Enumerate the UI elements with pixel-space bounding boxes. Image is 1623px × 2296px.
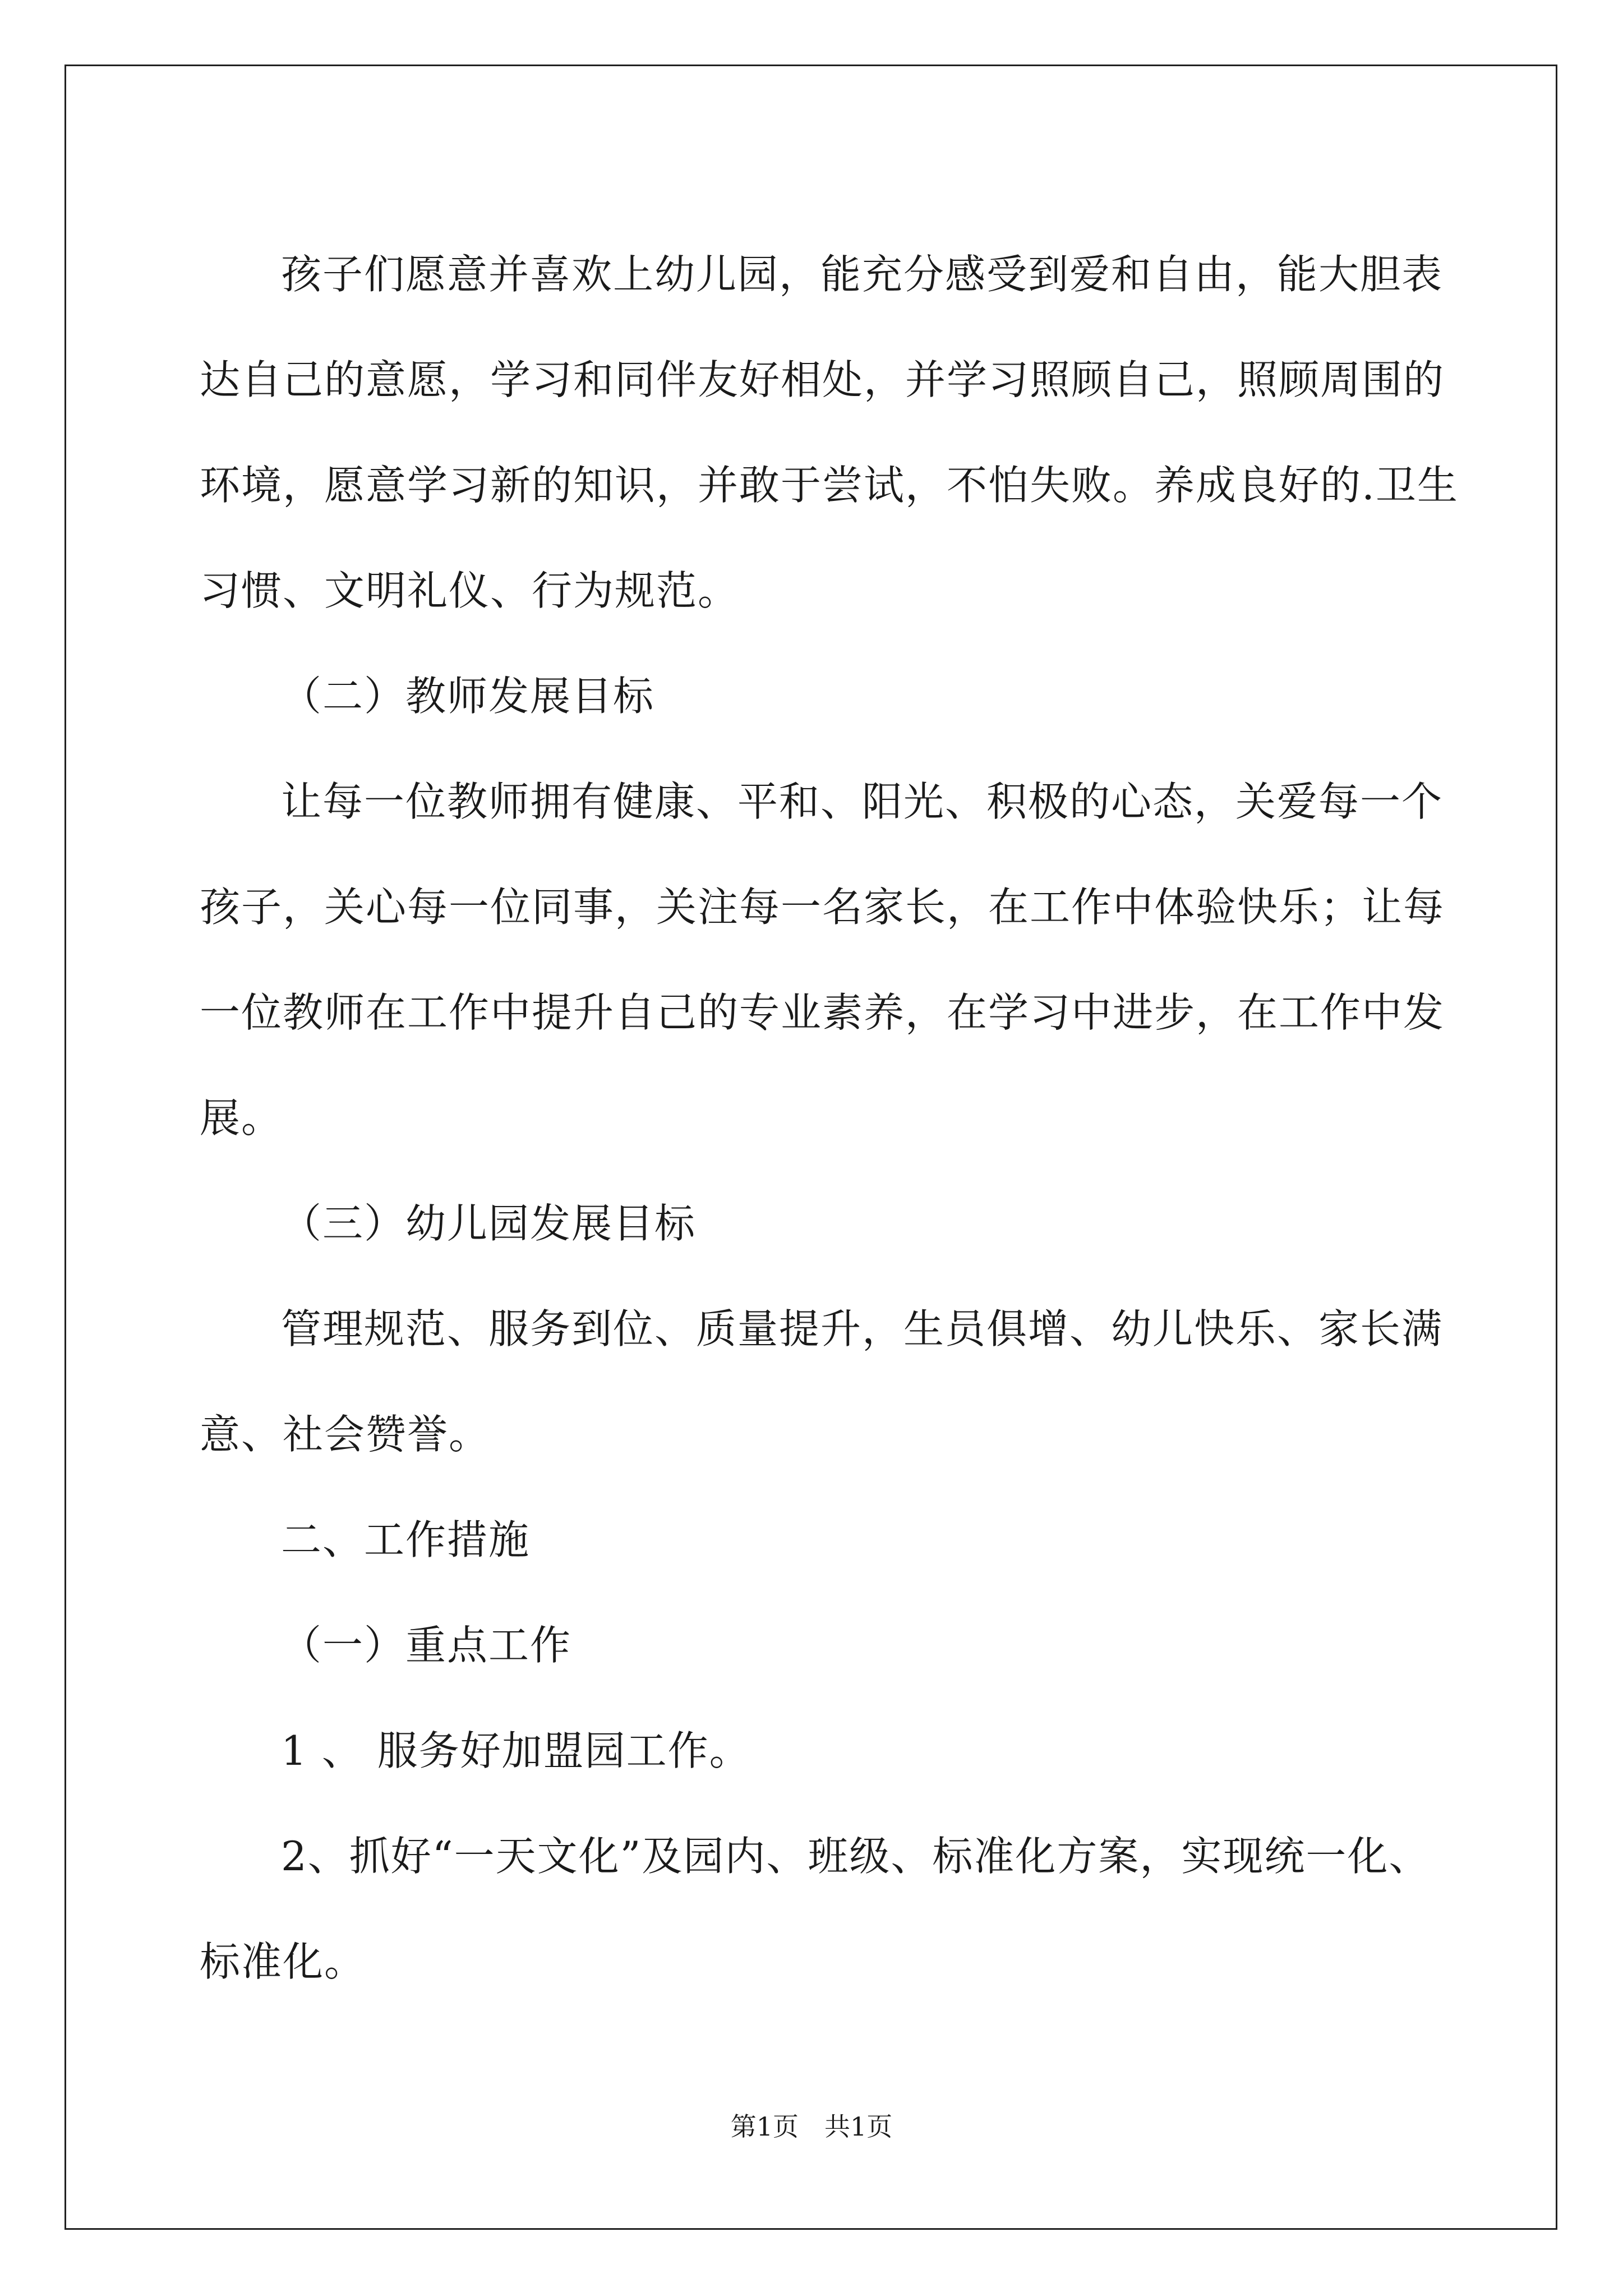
paragraph-line: 让每一位教师拥有健康、平和、阳光、积极的心态，关爱每一个 — [281, 778, 1444, 825]
page-footer: 第1页 共1页 — [730, 2111, 893, 2142]
paragraph-line: 习惯、文明礼仪、行为规范。 — [200, 567, 740, 614]
section-heading: （一）重点工作 — [281, 1622, 572, 1669]
paragraph-line: 一位教师在工作中提升自己的专业素养，在学习中进步，在工作中发 — [200, 989, 1445, 1036]
paragraph-line: 达自己的意愿，学习和同伴友好相处，并学习照顾自己，照顾周围的 — [200, 356, 1445, 403]
section-heading: （三）幼儿园发展目标 — [281, 1200, 697, 1247]
paragraph-line: 孩子，关心每一位同事，关注每一名家长，在工作中体验快乐；让每 — [200, 884, 1445, 931]
paragraph-line: 意、社会赞誉。 — [200, 1411, 491, 1458]
section-heading: 二、工作措施 — [281, 1516, 531, 1563]
list-item: 2、抓好“一天文化”及园内、班级、标准化方案，实现统一化、 — [281, 1833, 1431, 1880]
paragraph-line: 孩子们愿意并喜欢上幼儿园，能充分感受到爱和自由，能大胆表 — [281, 251, 1444, 298]
paragraph-line: 展。 — [200, 1094, 283, 1142]
section-heading: （二）教师发展目标 — [281, 673, 655, 720]
paragraph-line: 环境，愿意学习新的知识，并敢于尝试，不怕失败。养成良好的.卫生 — [200, 462, 1459, 509]
list-item: 标准化。 — [200, 1938, 366, 1985]
list-item: 1 、 服务好加盟园工作。 — [281, 1727, 751, 1774]
paragraph-line: 管理规范、服务到位、质量提升，生员俱增、幼儿快乐、家长满 — [281, 1305, 1444, 1352]
